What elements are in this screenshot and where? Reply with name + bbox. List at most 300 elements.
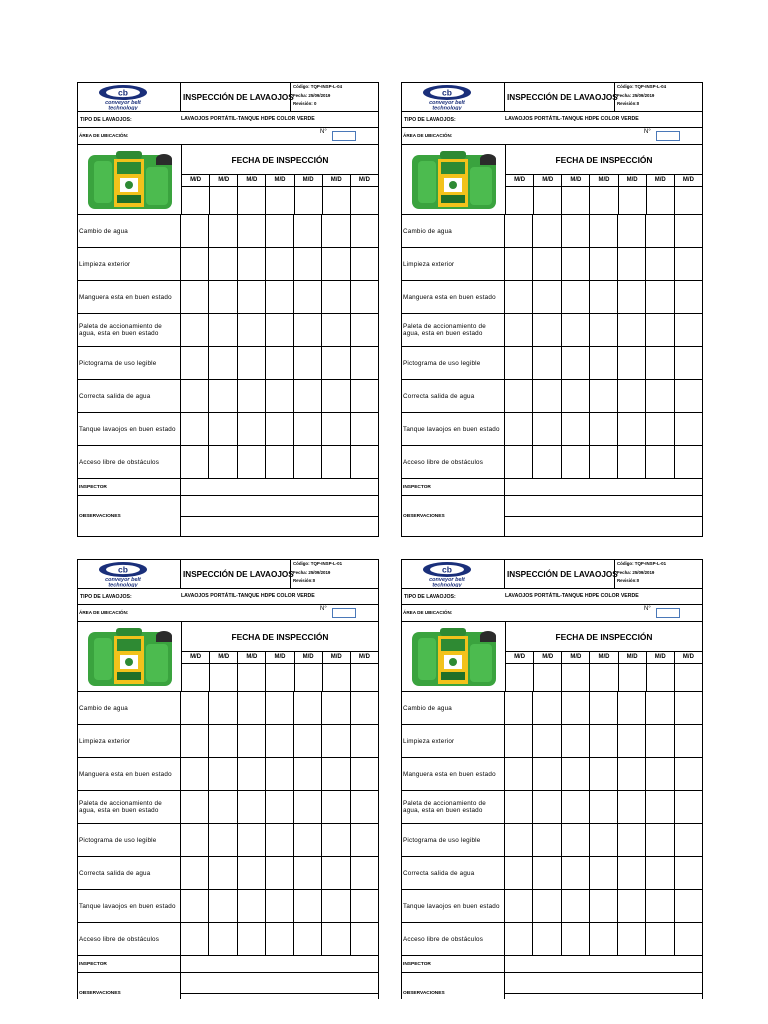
- check-cell[interactable]: [646, 446, 674, 478]
- check-cell[interactable]: [351, 791, 378, 823]
- check-cell[interactable]: [590, 347, 618, 379]
- check-cell[interactable]: [322, 824, 350, 856]
- check-cell[interactable]: [590, 314, 618, 346]
- checklist-row: [401, 725, 703, 758]
- date-column-header: M/D: [534, 651, 562, 663]
- check-cell[interactable]: [675, 413, 702, 445]
- date-column-header: M/D: [534, 174, 562, 186]
- check-cell[interactable]: [266, 692, 294, 724]
- check-cell[interactable]: [505, 857, 533, 889]
- checklist-cells: [181, 692, 378, 724]
- check-cell[interactable]: [562, 347, 590, 379]
- check-cell[interactable]: [209, 758, 237, 790]
- check-cell[interactable]: [618, 314, 646, 346]
- date-column-header: M/D: [562, 174, 590, 186]
- check-cell[interactable]: [675, 248, 702, 280]
- date-cell[interactable]: [295, 187, 323, 214]
- check-cell[interactable]: [533, 857, 561, 889]
- check-cell[interactable]: [322, 725, 350, 757]
- check-cell[interactable]: [266, 923, 294, 955]
- check-cell[interactable]: [505, 725, 533, 757]
- check-cell[interactable]: [294, 413, 322, 445]
- date-column-header: M/D: [266, 651, 294, 663]
- check-cell[interactable]: [209, 314, 237, 346]
- check-cell[interactable]: [562, 248, 590, 280]
- check-cell[interactable]: [181, 215, 209, 247]
- check-cell[interactable]: [209, 248, 237, 280]
- checklist-item-label: Acceso libre de obstáculos: [402, 446, 505, 478]
- check-cell[interactable]: [351, 923, 378, 955]
- date-entry-row: [182, 664, 378, 691]
- check-cell[interactable]: [646, 413, 674, 445]
- check-cell[interactable]: [562, 413, 590, 445]
- inspector-label: INSPECTOR: [78, 956, 181, 972]
- check-cell[interactable]: [322, 347, 350, 379]
- check-cell[interactable]: [533, 725, 561, 757]
- check-cell[interactable]: [618, 380, 646, 412]
- check-cell[interactable]: [294, 824, 322, 856]
- observaciones-field[interactable]: [505, 973, 702, 999]
- check-cell[interactable]: [618, 890, 646, 922]
- check-cell[interactable]: [505, 758, 533, 790]
- checklist-item-label: Correcta salida de agua: [402, 857, 505, 889]
- check-cell[interactable]: [618, 923, 646, 955]
- date-cell[interactable]: [323, 187, 351, 214]
- check-cell[interactable]: [322, 413, 350, 445]
- form-header: [77, 82, 379, 112]
- check-cell[interactable]: [238, 215, 266, 247]
- check-cell[interactable]: [294, 446, 322, 478]
- check-cell[interactable]: [181, 758, 209, 790]
- date-cell[interactable]: [619, 187, 647, 214]
- check-cell[interactable]: [562, 380, 590, 412]
- check-cell[interactable]: [266, 446, 294, 478]
- check-cell[interactable]: [238, 923, 266, 955]
- check-cell[interactable]: [209, 446, 237, 478]
- check-cell[interactable]: [238, 380, 266, 412]
- checklist-row: [401, 758, 703, 791]
- checklist-item-label: Correcta salida de agua: [402, 380, 505, 412]
- tipo-label: TIPO DE LAVAOJOS:: [80, 117, 132, 123]
- check-cell[interactable]: [675, 215, 702, 247]
- numero-input[interactable]: [332, 131, 356, 141]
- check-cell[interactable]: [181, 824, 209, 856]
- date-cell[interactable]: [295, 664, 323, 691]
- check-cell[interactable]: [675, 281, 702, 313]
- check-cell[interactable]: [181, 857, 209, 889]
- check-cell[interactable]: [351, 758, 378, 790]
- check-cell[interactable]: [322, 314, 350, 346]
- check-cell[interactable]: [646, 857, 674, 889]
- check-cell[interactable]: [209, 347, 237, 379]
- check-cell[interactable]: [562, 314, 590, 346]
- check-cell[interactable]: [181, 725, 209, 757]
- check-cell[interactable]: [209, 890, 237, 922]
- date-cell[interactable]: [323, 664, 351, 691]
- check-cell[interactable]: [266, 281, 294, 313]
- check-cell[interactable]: [562, 446, 590, 478]
- inspector-row: [401, 479, 703, 496]
- check-cell[interactable]: [351, 824, 378, 856]
- date-column-header: M/D: [210, 174, 238, 186]
- check-cell[interactable]: [562, 857, 590, 889]
- check-cell[interactable]: [181, 380, 209, 412]
- date-cell[interactable]: [590, 187, 618, 214]
- check-cell[interactable]: [618, 824, 646, 856]
- check-cell[interactable]: [351, 380, 378, 412]
- check-cell[interactable]: [351, 413, 378, 445]
- check-cell[interactable]: [266, 824, 294, 856]
- check-cell[interactable]: [675, 758, 702, 790]
- check-cell[interactable]: [675, 692, 702, 724]
- form-title: INSPECCIÓN DE LAVAOJOS: [181, 83, 291, 111]
- inspector-field[interactable]: [505, 479, 702, 495]
- check-cell[interactable]: [238, 446, 266, 478]
- check-cell[interactable]: [266, 215, 294, 247]
- check-cell[interactable]: [590, 692, 618, 724]
- check-cell[interactable]: [618, 281, 646, 313]
- checklist-cells: [505, 314, 702, 346]
- check-cell[interactable]: [322, 857, 350, 889]
- check-cell[interactable]: [505, 215, 533, 247]
- date-cell[interactable]: [506, 187, 534, 214]
- check-cell[interactable]: [618, 725, 646, 757]
- check-cell[interactable]: [646, 692, 674, 724]
- check-cell[interactable]: [505, 347, 533, 379]
- check-cell[interactable]: [351, 692, 378, 724]
- check-cell[interactable]: [505, 281, 533, 313]
- date-cell[interactable]: [506, 664, 534, 691]
- date-cell[interactable]: [351, 187, 378, 214]
- check-cell[interactable]: [181, 791, 209, 823]
- inspector-field[interactable]: [181, 956, 378, 972]
- check-cell[interactable]: [266, 725, 294, 757]
- checklist-cells: [505, 758, 702, 790]
- check-cell[interactable]: [181, 890, 209, 922]
- check-cell[interactable]: [351, 215, 378, 247]
- check-cell[interactable]: [181, 413, 209, 445]
- check-cell[interactable]: [266, 758, 294, 790]
- numero-input[interactable]: [656, 131, 680, 141]
- numero-input[interactable]: [332, 608, 356, 618]
- check-cell[interactable]: [294, 725, 322, 757]
- inspector-field[interactable]: [505, 956, 702, 972]
- date-cell[interactable]: [182, 664, 210, 691]
- area-label: ÁREA DE UBICACIÓN:: [403, 133, 453, 138]
- date-column-header: M/D: [210, 651, 238, 663]
- check-cell[interactable]: [209, 791, 237, 823]
- check-cell[interactable]: [646, 281, 674, 313]
- check-cell[interactable]: [238, 281, 266, 313]
- check-cell[interactable]: [294, 692, 322, 724]
- check-cell[interactable]: [322, 758, 350, 790]
- check-cell[interactable]: [533, 215, 561, 247]
- date-entry-row: [506, 187, 702, 214]
- check-cell[interactable]: [590, 248, 618, 280]
- check-cell[interactable]: [618, 347, 646, 379]
- date-cell[interactable]: [647, 187, 675, 214]
- check-cell[interactable]: [209, 692, 237, 724]
- date-column-header: M/D: [506, 174, 534, 186]
- check-cell[interactable]: [266, 890, 294, 922]
- inspector-field[interactable]: [181, 479, 378, 495]
- check-cell[interactable]: [618, 446, 646, 478]
- check-cell[interactable]: [590, 758, 618, 790]
- check-cell[interactable]: [351, 281, 378, 313]
- check-cell[interactable]: [590, 446, 618, 478]
- check-cell[interactable]: [181, 281, 209, 313]
- check-cell[interactable]: [322, 380, 350, 412]
- check-cell[interactable]: [351, 314, 378, 346]
- check-cell[interactable]: [505, 446, 533, 478]
- check-cell[interactable]: [646, 791, 674, 823]
- check-cell[interactable]: [618, 791, 646, 823]
- check-cell[interactable]: [209, 413, 237, 445]
- check-cell[interactable]: [533, 314, 561, 346]
- check-cell[interactable]: [294, 281, 322, 313]
- date-cell[interactable]: [534, 664, 562, 691]
- check-cell[interactable]: [533, 248, 561, 280]
- checklist-row: [77, 692, 379, 725]
- check-cell[interactable]: [238, 347, 266, 379]
- check-cell[interactable]: [209, 824, 237, 856]
- check-cell[interactable]: [209, 380, 237, 412]
- check-cell[interactable]: [562, 758, 590, 790]
- check-cell[interactable]: [533, 758, 561, 790]
- check-cell[interactable]: [590, 215, 618, 247]
- check-cell[interactable]: [590, 725, 618, 757]
- check-cell[interactable]: [562, 692, 590, 724]
- observaciones-field[interactable]: [181, 973, 378, 999]
- check-cell[interactable]: [562, 923, 590, 955]
- check-cell[interactable]: [618, 413, 646, 445]
- check-cell[interactable]: [505, 248, 533, 280]
- check-cell[interactable]: [562, 824, 590, 856]
- logo-mark: cb: [442, 87, 452, 98]
- date-header-row: [182, 174, 378, 187]
- check-cell[interactable]: [209, 857, 237, 889]
- check-cell[interactable]: [181, 347, 209, 379]
- check-cell[interactable]: [590, 413, 618, 445]
- check-cell[interactable]: [266, 347, 294, 379]
- date-cell[interactable]: [266, 664, 294, 691]
- check-cell[interactable]: [322, 692, 350, 724]
- date-cell[interactable]: [562, 187, 590, 214]
- check-cell[interactable]: [590, 857, 618, 889]
- check-cell[interactable]: [533, 824, 561, 856]
- check-cell[interactable]: [533, 281, 561, 313]
- check-cell[interactable]: [505, 791, 533, 823]
- check-cell[interactable]: [590, 890, 618, 922]
- logo-line-2: technology: [432, 105, 462, 110]
- check-cell[interactable]: [238, 413, 266, 445]
- check-cell[interactable]: [322, 791, 350, 823]
- check-cell[interactable]: [181, 923, 209, 955]
- check-cell[interactable]: [675, 446, 702, 478]
- date-cell[interactable]: [675, 664, 702, 691]
- check-cell[interactable]: [351, 347, 378, 379]
- date-cell[interactable]: [238, 664, 266, 691]
- check-cell[interactable]: [646, 314, 674, 346]
- check-cell[interactable]: [646, 347, 674, 379]
- check-cell[interactable]: [322, 890, 350, 922]
- check-cell[interactable]: [618, 215, 646, 247]
- check-cell[interactable]: [533, 692, 561, 724]
- check-cell[interactable]: [351, 446, 378, 478]
- check-cell[interactable]: [505, 923, 533, 955]
- check-cell[interactable]: [646, 248, 674, 280]
- check-cell[interactable]: [209, 725, 237, 757]
- check-cell[interactable]: [590, 791, 618, 823]
- observaciones-field[interactable]: [505, 496, 702, 536]
- check-cell[interactable]: [505, 824, 533, 856]
- check-cell[interactable]: [562, 725, 590, 757]
- check-cell[interactable]: [238, 824, 266, 856]
- check-cell[interactable]: [351, 725, 378, 757]
- observaciones-row: [77, 973, 379, 999]
- check-cell[interactable]: [562, 791, 590, 823]
- check-cell[interactable]: [505, 890, 533, 922]
- check-cell[interactable]: [646, 215, 674, 247]
- check-cell[interactable]: [294, 857, 322, 889]
- photo-cell: [78, 145, 182, 214]
- photo-cell: [78, 622, 182, 691]
- date-cell[interactable]: [562, 664, 590, 691]
- check-cell[interactable]: [675, 923, 702, 955]
- check-cell[interactable]: [618, 857, 646, 889]
- check-cell[interactable]: [322, 923, 350, 955]
- check-cell[interactable]: [505, 692, 533, 724]
- date-cell[interactable]: [351, 664, 378, 691]
- date-cell[interactable]: [210, 664, 238, 691]
- check-cell[interactable]: [590, 923, 618, 955]
- check-cell[interactable]: [294, 890, 322, 922]
- check-cell[interactable]: [351, 857, 378, 889]
- check-cell[interactable]: [351, 248, 378, 280]
- check-cell[interactable]: [238, 791, 266, 823]
- check-cell[interactable]: [266, 248, 294, 280]
- check-cell[interactable]: [646, 725, 674, 757]
- check-cell[interactable]: [675, 824, 702, 856]
- date-cell[interactable]: [210, 187, 238, 214]
- check-cell[interactable]: [562, 215, 590, 247]
- check-cell[interactable]: [562, 890, 590, 922]
- check-cell[interactable]: [294, 791, 322, 823]
- check-cell[interactable]: [238, 758, 266, 790]
- check-cell[interactable]: [294, 215, 322, 247]
- check-cell[interactable]: [238, 314, 266, 346]
- check-cell[interactable]: [238, 248, 266, 280]
- check-cell[interactable]: [590, 824, 618, 856]
- check-cell[interactable]: [533, 347, 561, 379]
- check-cell[interactable]: [294, 314, 322, 346]
- check-cell[interactable]: [675, 347, 702, 379]
- check-cell[interactable]: [675, 857, 702, 889]
- check-cell[interactable]: [590, 281, 618, 313]
- check-cell[interactable]: [590, 380, 618, 412]
- check-cell[interactable]: [618, 758, 646, 790]
- photo-date-block: [401, 622, 703, 692]
- check-cell[interactable]: [505, 314, 533, 346]
- check-cell[interactable]: [266, 413, 294, 445]
- check-cell[interactable]: [646, 923, 674, 955]
- check-cell[interactable]: [675, 725, 702, 757]
- check-cell[interactable]: [266, 791, 294, 823]
- check-cell[interactable]: [238, 725, 266, 757]
- check-cell[interactable]: [533, 923, 561, 955]
- check-cell[interactable]: [294, 758, 322, 790]
- date-cell[interactable]: [590, 664, 618, 691]
- check-cell[interactable]: [209, 215, 237, 247]
- check-cell[interactable]: [266, 314, 294, 346]
- date-cell[interactable]: [534, 187, 562, 214]
- check-cell[interactable]: [533, 446, 561, 478]
- check-cell[interactable]: [675, 791, 702, 823]
- date-column-header: M/D: [682, 654, 694, 660]
- check-cell[interactable]: [209, 923, 237, 955]
- check-cell[interactable]: [181, 314, 209, 346]
- date-cell[interactable]: [647, 664, 675, 691]
- check-cell[interactable]: [675, 380, 702, 412]
- check-cell[interactable]: [294, 347, 322, 379]
- check-cell[interactable]: [618, 248, 646, 280]
- check-cell[interactable]: [266, 380, 294, 412]
- check-cell[interactable]: [181, 692, 209, 724]
- check-cell[interactable]: [238, 857, 266, 889]
- check-cell[interactable]: [533, 413, 561, 445]
- check-cell[interactable]: [238, 692, 266, 724]
- check-cell[interactable]: [351, 890, 378, 922]
- check-cell[interactable]: [618, 692, 646, 724]
- check-cell[interactable]: [675, 314, 702, 346]
- date-cell[interactable]: [675, 187, 702, 214]
- check-cell[interactable]: [505, 380, 533, 412]
- check-cell[interactable]: [533, 890, 561, 922]
- checklist-cells: [505, 824, 702, 856]
- date-cell[interactable]: [619, 664, 647, 691]
- check-cell[interactable]: [322, 248, 350, 280]
- check-cell[interactable]: [646, 890, 674, 922]
- check-cell[interactable]: [533, 791, 561, 823]
- observaciones-field[interactable]: [181, 496, 378, 536]
- check-cell[interactable]: [322, 215, 350, 247]
- check-cell[interactable]: [533, 380, 561, 412]
- logo-line-1: conveyor belt: [429, 100, 465, 106]
- check-cell[interactable]: [562, 281, 590, 313]
- photo-date-block: [77, 145, 379, 215]
- date-cell[interactable]: [266, 187, 294, 214]
- check-cell[interactable]: [322, 446, 350, 478]
- check-cell[interactable]: [675, 890, 702, 922]
- check-cell[interactable]: [266, 857, 294, 889]
- numero-input[interactable]: [656, 608, 680, 618]
- check-cell[interactable]: [646, 758, 674, 790]
- check-cell[interactable]: [209, 281, 237, 313]
- check-cell[interactable]: [294, 923, 322, 955]
- check-cell[interactable]: [238, 890, 266, 922]
- date-cell[interactable]: [238, 187, 266, 214]
- check-cell[interactable]: [322, 281, 350, 313]
- check-cell[interactable]: [294, 248, 322, 280]
- form-code: Código: TQP-INSP-L-04: [293, 84, 343, 89]
- date-cell[interactable]: [182, 187, 210, 214]
- check-cell[interactable]: [181, 248, 209, 280]
- check-cell[interactable]: [646, 824, 674, 856]
- check-cell[interactable]: [294, 380, 322, 412]
- check-cell[interactable]: [505, 413, 533, 445]
- check-cell[interactable]: [181, 446, 209, 478]
- check-cell[interactable]: [646, 380, 674, 412]
